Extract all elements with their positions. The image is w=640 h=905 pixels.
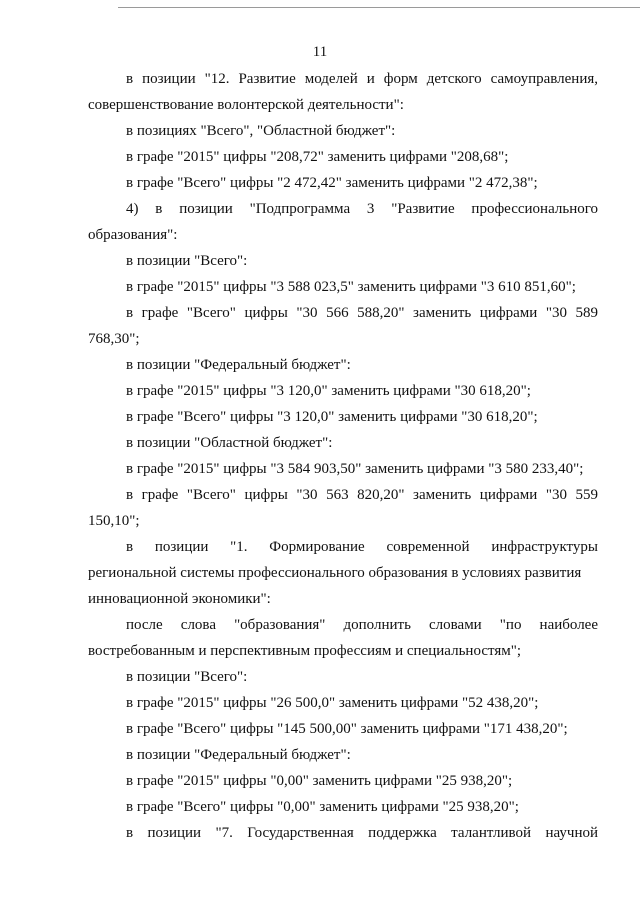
text-line: 150,10";	[88, 513, 140, 529]
text-line: в позиции "Всего":	[126, 669, 248, 685]
text-line: в графе "2015" цифры "3 584 903,50" заменить цифрами "3 580 233,40";	[126, 461, 584, 477]
page-number: 11	[312, 44, 328, 60]
text-line: в позиции "Федеральный бюджет":	[126, 357, 351, 373]
text-line: в позициях "Всего", "Областной бюджет":	[126, 123, 396, 139]
text-line: в графе "2015" цифры "0,00" заменить цифрами "25 938,20";	[126, 773, 513, 789]
text-line: в графе "Всего" цифры "145 500,00" заменить цифрами "171 438,20";	[126, 721, 568, 737]
text-line: в графе "Всего" цифры "30 563 820,20" заменить цифрами "30 559	[126, 487, 598, 503]
text-line: инновационной экономики":	[88, 591, 271, 607]
text-line: в графе "2015" цифры "3 588 023,5" заменить цифрами "3 610 851,60";	[126, 279, 576, 295]
text-line: востребованным и перспективным профессиям и специальностям";	[88, 643, 522, 659]
text-line: в графе "2015" цифры "3 120,0" заменить цифрами "30 618,20";	[126, 383, 531, 399]
text-line: в графе "Всего" цифры "0,00" заменить цифрами "25 938,20";	[126, 799, 519, 815]
text-line: в графе "Всего" цифры "30 566 588,20" заменить цифрами "30 589	[126, 305, 598, 321]
page-top-edge-rule	[118, 7, 640, 8]
text-line: в позиции "7. Государственная поддержка талантливой научной	[126, 825, 598, 841]
text-line: в графе "Всего" цифры "3 120,0" заменить цифрами "30 618,20";	[126, 409, 538, 425]
text-line: в позиции "Областной бюджет":	[126, 435, 333, 451]
text-line: в позиции "1. Формирование современной инфраструктуры	[126, 539, 598, 555]
text-line: 4) в позиции "Подпрограмма 3 "Развитие профессионального	[126, 201, 598, 217]
text-line: совершенствование волонтерской деятельности":	[88, 97, 404, 113]
text-line: после слова "образования" дополнить словами "по наиболее	[126, 617, 598, 633]
text-line: в графе "Всего" цифры "2 472,42" заменить цифрами "2 472,38";	[126, 175, 538, 191]
text-line: региональной системы профессионального образования в условиях развития	[88, 565, 582, 581]
text-line: в позиции "12. Развитие моделей и форм детского самоуправления,	[126, 71, 598, 87]
text-line: 768,30";	[88, 331, 140, 347]
text-line: в позиции "Федеральный бюджет":	[126, 747, 351, 763]
text-line: в графе "2015" цифры "208,72" заменить цифрами "208,68";	[126, 149, 509, 165]
text-line: в графе "2015" цифры "26 500,0" заменить цифрами "52 438,20";	[126, 695, 539, 711]
text-line: в позиции "Всего":	[126, 253, 248, 269]
text-line: образования":	[88, 227, 178, 243]
